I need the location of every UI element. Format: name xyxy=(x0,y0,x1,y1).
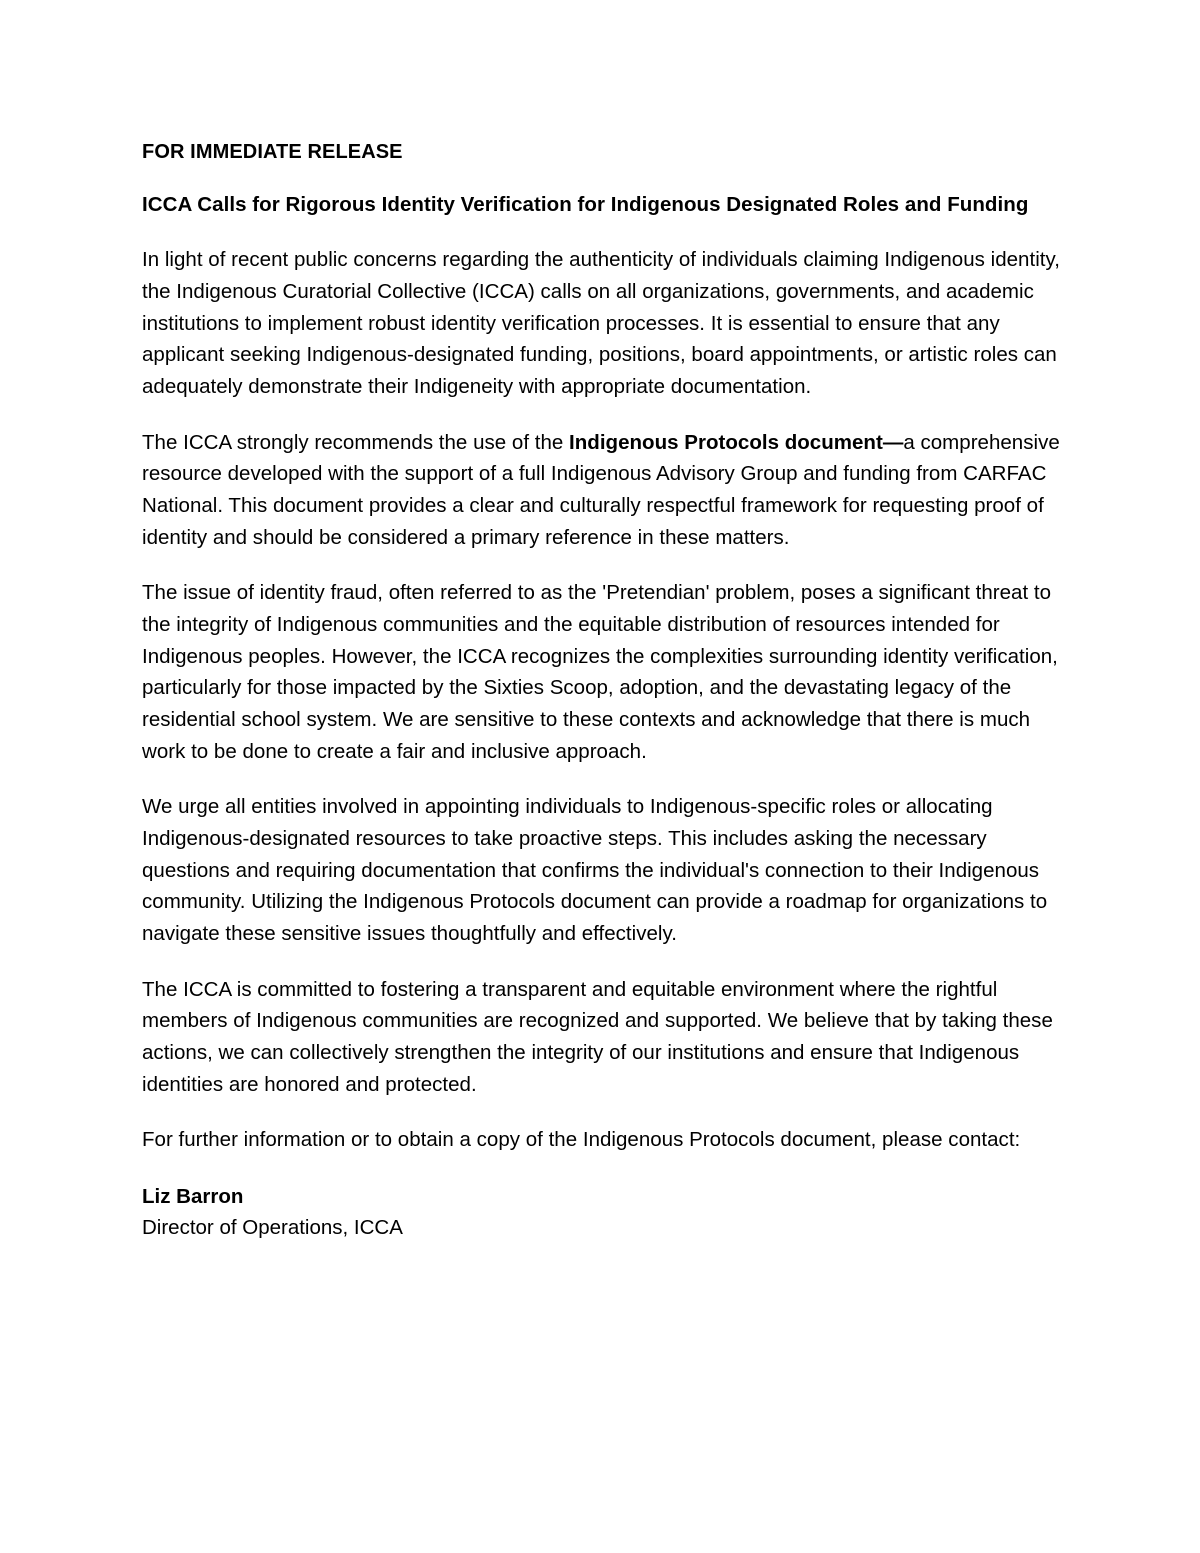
contact-title: Director of Operations, ICCA xyxy=(142,1215,403,1239)
contact-name: Liz Barron xyxy=(142,1184,244,1208)
contact-block xyxy=(142,1182,1062,1244)
indigenous-protocols-emphasis: Indigenous Protocols document— xyxy=(569,430,904,454)
release-label: FOR IMMEDIATE RELEASE xyxy=(142,141,403,163)
page-title: ICCA Calls for Rigorous Identity Verification for Indigenous Designated Roles and Funding xyxy=(142,193,1029,216)
paragraph-1: In light of recent public concerns regarding the authenticity of individuals claiming Indigenous identity, the Indigenous Curatorial Collective (ICCA) calls on all organizations, governments, and academic institutions to implement robust identity verification processes. It is essential to ensure that any applicant seeking Indigenous-designated funding, positions, board appointments, or artistic roles can adequately demonstrate their Indigeneity with appropriate documentation. xyxy=(142,248,1060,398)
paragraph-6: For further information or to obtain a copy of the Indigenous Protocols document, please contact: xyxy=(142,1128,1021,1152)
paragraph-2 xyxy=(142,427,1062,554)
paragraph-5: The ICCA is committed to fostering a transparent and equitable environment where the rightful members of Indigenous communities are recognized and supported. We believe that by taking these actions, we can collectively strengthen the integrity of our institutions and ensure that Indigenous identities are honored and protected. xyxy=(142,977,1053,1096)
document-body xyxy=(142,138,1062,1243)
paragraph-4: We urge all entities involved in appointing individuals to Indigenous-specific roles or allocating Indigenous-designated resources to take proactive steps. This includes asking the necessary questions and requiring documentation that confirms the individual's connection to their Indigenous community. Utilizing the Indigenous Protocols document can provide a roadmap for organizations to navigate these sensitive issues thoughtfully and effectively. xyxy=(142,795,1048,945)
paragraph-2-lead: The ICCA strongly recommends the use of the xyxy=(142,430,570,454)
paragraph-3: The issue of identity fraud, often referred to as the 'Pretendian' problem, poses a significant threat to the integrity of Indigenous communities and the equitable distribution of resources intended for Indigenous peoples. However, the ICCA recognizes the complexities surrounding identity verification, particularly for those impacted by the Sixties Scoop, adoption, and the devastating legacy of the residential school system. We are sensitive to these contexts and acknowledge that there is much work to be done to create a fair and inclusive approach. xyxy=(142,581,1058,763)
paragraph-2-trail: a comprehensive resource developed with the support of a full Indigenous Advisory Group and funding from CARFAC National. This document provides a clear and culturally respectful framework for requesting proof of identity and should be considered a primary reference in these matters. xyxy=(142,430,1060,549)
